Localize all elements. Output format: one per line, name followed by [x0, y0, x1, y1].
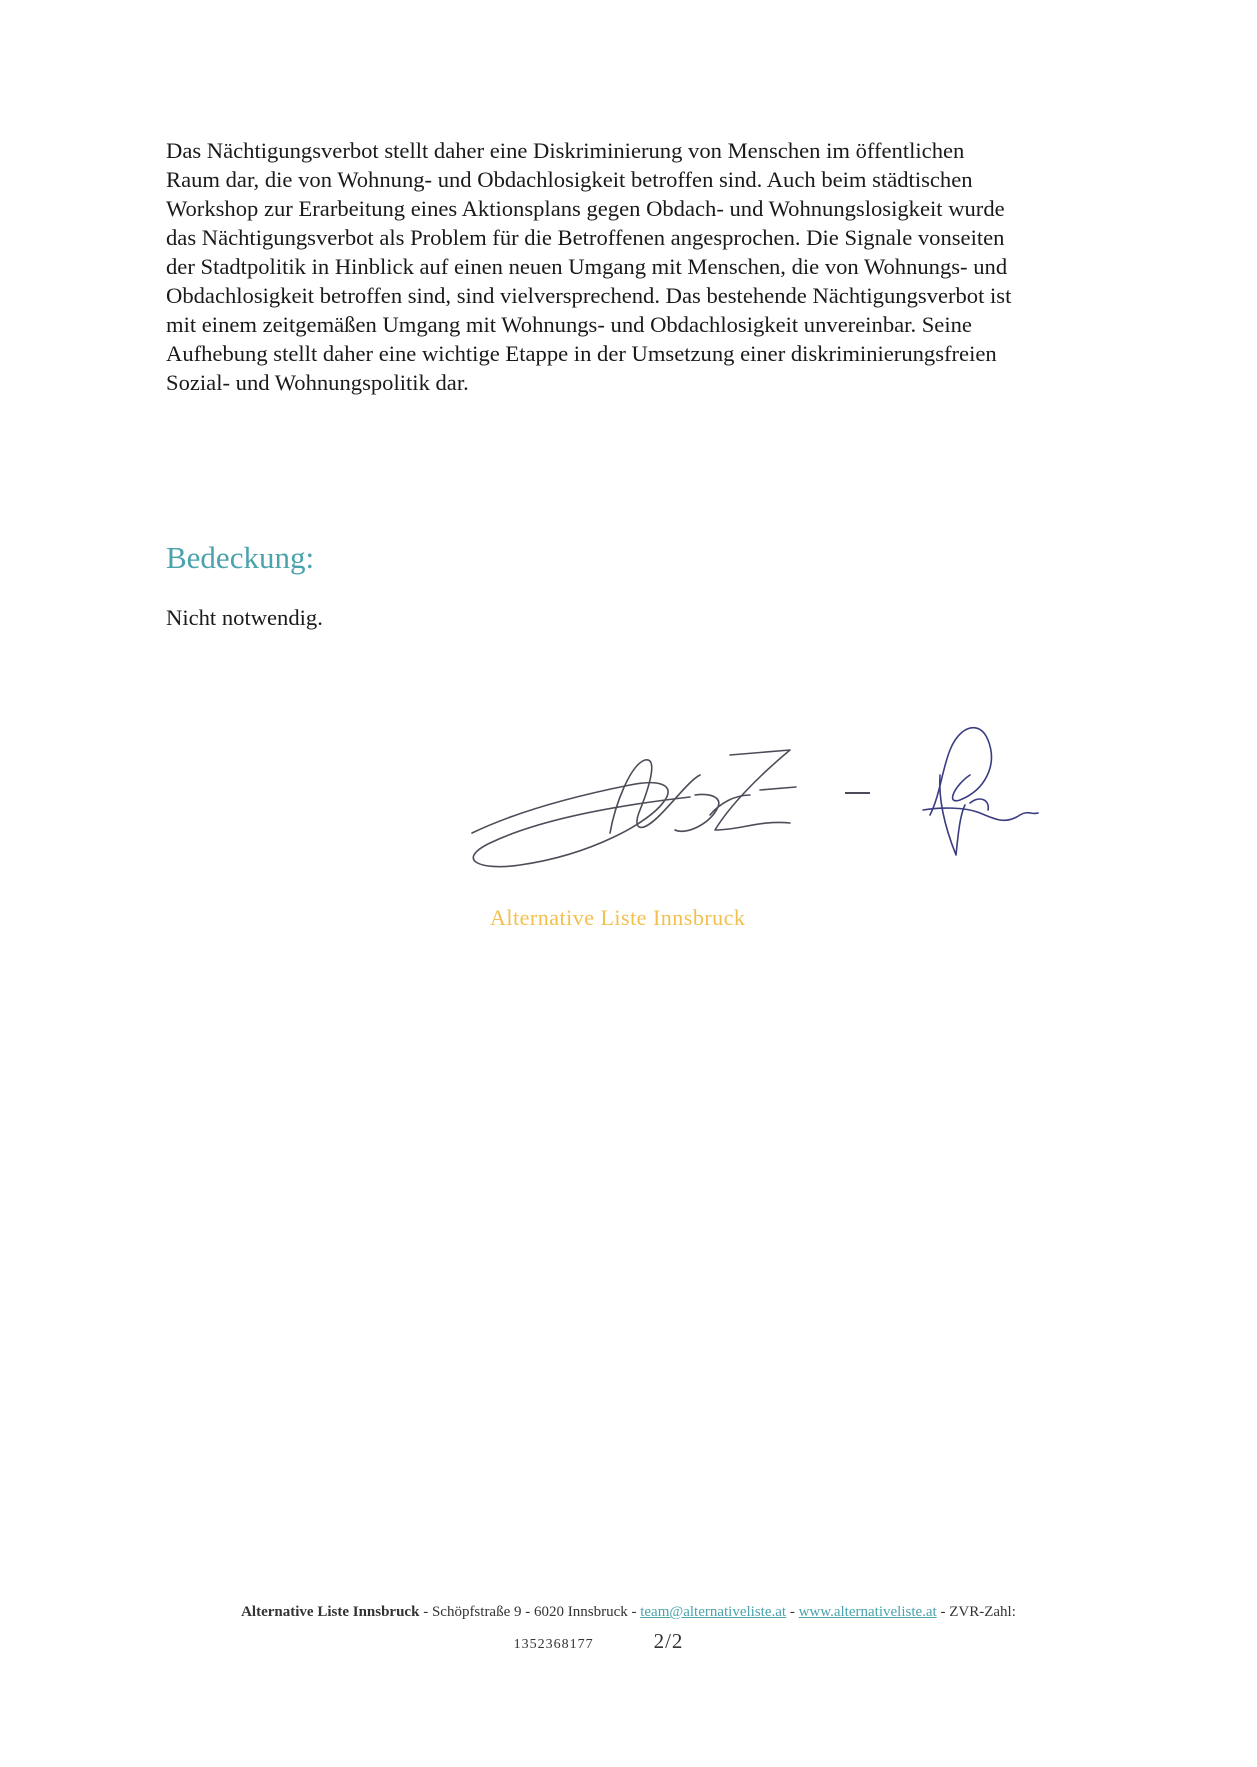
body-paragraph: [166, 136, 1126, 397]
body-line: Das Nächtigungsverbot stellt daher eine Diskriminierung von Menschen im öffentlichen: [166, 138, 965, 163]
body-line: Obdachlosigkeit betroffen sind, sind vielversprechend. Das bestehende Nächtigungsverbot ist: [166, 283, 1012, 308]
page-footer: [0, 1604, 1257, 1654]
signature-stroke-1: [472, 750, 796, 867]
footer-zvr-number: 1352368177: [513, 1637, 594, 1652]
footer-separator: -: [627, 1604, 641, 1620]
page-number: 2/2: [653, 1629, 684, 1653]
coverage-text: Nicht notwendig.: [166, 605, 323, 630]
signature-stroke-2: [923, 728, 1038, 855]
footer-zvr-label: ZVR-Zahl:: [949, 1604, 1016, 1620]
body-line: Workshop zur Erarbeitung eines Aktionsplans gegen Obdach- und Wohnungslosigkeit wurde: [166, 196, 1005, 221]
body-line: Aufhebung stellt daher eine wichtige Etappe in der Umsetzung einer diskriminierungsfreien: [166, 341, 997, 366]
footer-website-link[interactable]: www.alternativeliste.at: [798, 1604, 937, 1620]
organization-stamp: Alternative Liste Innsbruck: [490, 905, 746, 930]
signature-image: [460, 715, 1140, 895]
body-line: mit einem zeitgemäßen Umgang mit Wohnungs- und Obdachlosigkeit unvereinbar. Seine: [166, 312, 972, 337]
footer-separator: -: [419, 1604, 432, 1620]
body-line: das Nächtigungsverbot als Problem für die Betroffenen angesprochen. Die Signale vonseiten: [166, 225, 1005, 250]
body-line: Sozial- und Wohnungspolitik dar.: [166, 370, 469, 395]
footer-org: Alternative Liste Innsbruck: [241, 1604, 420, 1620]
body-line: Raum dar, die von Wohnung- und Obdachlosigkeit betroffen sind. Auch beim städtischen: [166, 167, 973, 192]
footer-separator: -: [786, 1604, 799, 1620]
footer-email-link[interactable]: team@alternativeliste.at: [640, 1604, 787, 1620]
coverage-heading: Bedeckung:: [166, 540, 315, 575]
footer-address: Schöpfstraße 9 - 6020 Innsbruck: [431, 1604, 628, 1620]
footer-number-line: [0, 1629, 1257, 1654]
body-line: der Stadtpolitik in Hinblick auf einen neuen Umgang mit Menschen, die von Wohnungs- und: [166, 254, 1008, 279]
footer-separator: -: [936, 1604, 950, 1620]
footer-contact-line: [0, 1604, 1257, 1621]
